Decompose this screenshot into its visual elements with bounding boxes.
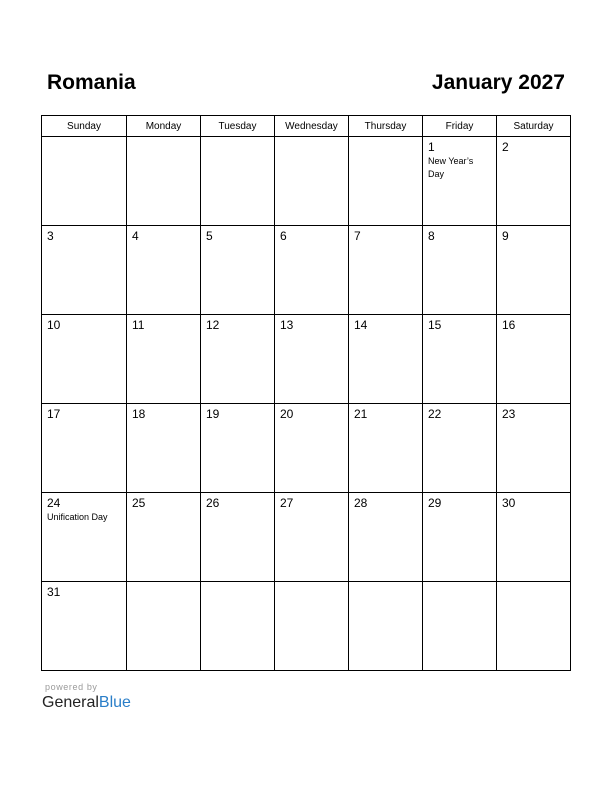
day-number: 1 [428, 140, 435, 154]
day-number: 22 [428, 407, 442, 421]
day-number: 20 [280, 407, 294, 421]
day-number: 31 [47, 585, 61, 599]
day-number [497, 582, 570, 585]
weekday-saturday: Saturday [497, 116, 571, 137]
generalblue-logo[interactable] [42, 694, 131, 712]
day-cell [497, 315, 571, 404]
day-cell [497, 493, 571, 582]
day-number: 21 [354, 407, 368, 421]
weekday-friday: Friday [423, 116, 497, 137]
weekday-thursday: Thursday [349, 116, 423, 137]
day-cell [423, 315, 497, 404]
day-cell [349, 137, 423, 226]
day-cell [201, 582, 275, 671]
day-number: 13 [280, 318, 294, 332]
day-number: 6 [280, 229, 287, 243]
weekday-sunday: Sunday [42, 116, 127, 137]
day-cell [275, 493, 349, 582]
weekday-tuesday: Tuesday [201, 116, 275, 137]
week-row [42, 226, 571, 315]
day-cell [201, 404, 275, 493]
day-cell [42, 582, 127, 671]
day-number: 4 [132, 229, 139, 243]
day-cell [497, 582, 571, 671]
day-cell [423, 404, 497, 493]
day-cell [423, 137, 497, 226]
week-row [42, 404, 571, 493]
day-number [423, 582, 496, 585]
day-number: 27 [280, 496, 294, 510]
day-cell [275, 137, 349, 226]
day-number [127, 137, 200, 140]
day-cell [275, 315, 349, 404]
day-number: 10 [47, 318, 61, 332]
day-number: 24 [47, 496, 61, 510]
day-number [42, 137, 126, 140]
day-cell [423, 226, 497, 315]
weekday-monday: Monday [127, 116, 201, 137]
day-number: 29 [428, 496, 442, 510]
day-cell [201, 137, 275, 226]
day-number: 23 [502, 407, 516, 421]
day-cell [423, 582, 497, 671]
day-cell [275, 226, 349, 315]
day-cell [497, 404, 571, 493]
day-cell [497, 137, 571, 226]
day-cell [42, 226, 127, 315]
week-row [42, 493, 571, 582]
day-cell [349, 493, 423, 582]
day-number [349, 137, 422, 140]
day-number: 11 [132, 318, 145, 332]
day-number: 28 [354, 496, 368, 510]
powered-by-label: powered by [45, 682, 98, 692]
logo-text-blue: Blue [98, 694, 131, 711]
day-cell [127, 404, 201, 493]
day-number [349, 582, 422, 585]
day-number: 30 [502, 496, 516, 510]
day-number: 18 [132, 407, 146, 421]
day-cell [349, 315, 423, 404]
day-cell [42, 137, 127, 226]
day-number: 12 [206, 318, 220, 332]
day-cell [42, 404, 127, 493]
day-number: 16 [502, 318, 516, 332]
holiday-label: New Year’s Day [428, 156, 474, 179]
month-title: January 2027 [431, 71, 565, 94]
day-number: 14 [354, 318, 368, 332]
day-cell [349, 582, 423, 671]
day-number: 25 [132, 496, 146, 510]
day-cell [349, 404, 423, 493]
day-cell [127, 493, 201, 582]
week-row [42, 582, 571, 671]
day-number: 7 [354, 229, 361, 243]
day-number [275, 137, 348, 140]
day-cell [275, 582, 349, 671]
day-cell [42, 315, 127, 404]
day-cell [201, 226, 275, 315]
day-cell [201, 493, 275, 582]
calendar-grid [41, 115, 571, 671]
day-number [201, 582, 274, 585]
day-cell [127, 137, 201, 226]
day-cell [201, 315, 275, 404]
weekday-wednesday: Wednesday [275, 116, 349, 137]
day-number: 9 [502, 229, 509, 243]
day-number: 26 [206, 496, 220, 510]
day-number: 17 [47, 407, 61, 421]
day-cell [127, 226, 201, 315]
day-number [201, 137, 274, 140]
day-cell [423, 493, 497, 582]
day-number: 8 [428, 229, 435, 243]
holiday-label: Unification Day [47, 512, 108, 522]
weekday-header-row [42, 116, 571, 137]
day-cell [127, 582, 201, 671]
day-cell [349, 226, 423, 315]
week-row [42, 315, 571, 404]
week-row [42, 137, 571, 226]
day-number [127, 582, 200, 585]
day-number: 5 [206, 229, 213, 243]
day-cell [127, 315, 201, 404]
day-number [275, 582, 348, 585]
day-number: 19 [206, 407, 220, 421]
logo-text-general: General [42, 694, 99, 711]
day-cell [497, 226, 571, 315]
day-cell [275, 404, 349, 493]
day-cell [42, 493, 127, 582]
day-number: 2 [502, 140, 509, 154]
day-number: 3 [47, 229, 54, 243]
day-number: 15 [428, 318, 442, 332]
country-title: Romania [47, 71, 136, 94]
